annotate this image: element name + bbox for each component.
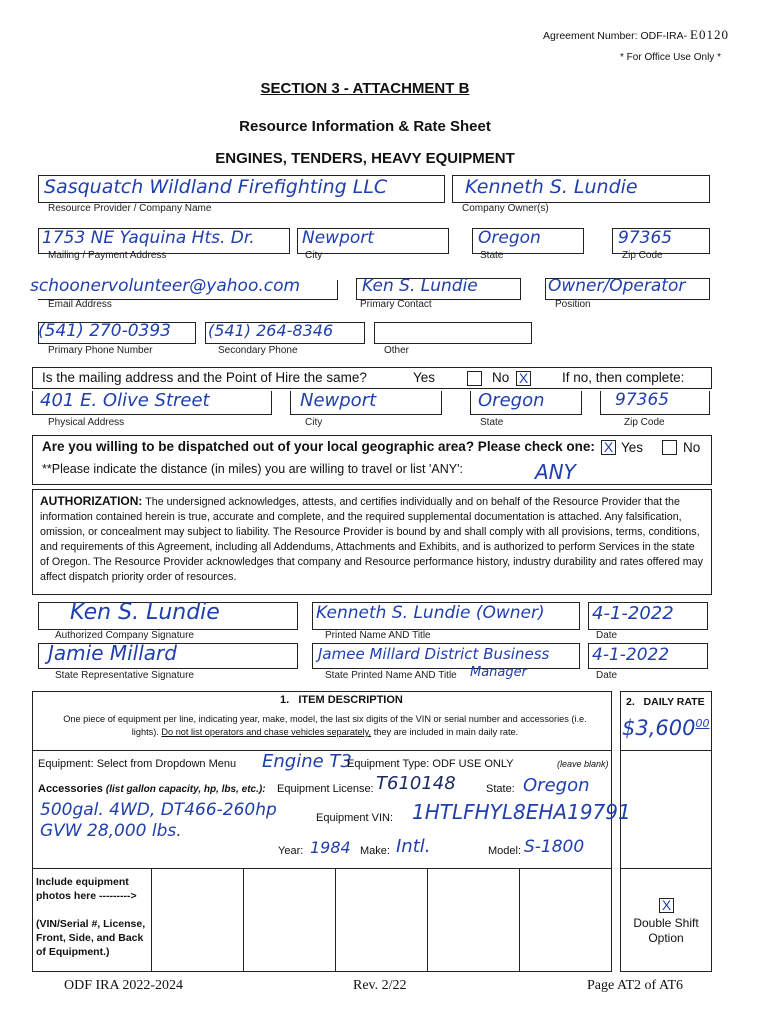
- agreement-label-text: Agreement Number: ODF-IRA-: [543, 30, 688, 42]
- state-label: State: [480, 250, 504, 261]
- accessories-line2[interactable]: GVW 28,000 lbs.: [40, 821, 182, 841]
- daily-rate-value[interactable]: [622, 716, 709, 740]
- dispatch-no-label: No: [683, 440, 701, 455]
- vin-label: Equipment VIN:: [316, 812, 394, 824]
- photos-instructions: [36, 875, 145, 959]
- dispatch-question: Are you willing to be dispatched out of your local geographic area? Please check one:: [42, 439, 595, 454]
- city-value: Newport: [302, 228, 374, 248]
- photos-line2: photos here --------->: [36, 890, 137, 902]
- state-signature-value: Jamie Millard: [48, 641, 177, 665]
- company-printed-name-label: Printed Name AND Title: [325, 630, 431, 641]
- point-of-hire-question: Is the mailing address and the Point of Hire the same?: [42, 370, 367, 385]
- owner-value: Kenneth S. Lundie: [465, 176, 638, 198]
- company-signature-value: Ken S. Lundie: [70, 600, 220, 625]
- year-value[interactable]: 1984: [310, 838, 351, 857]
- category-title: ENGINES, TENDERS, HEAVY EQUIPMENT: [215, 150, 515, 167]
- agreement-number-label: [543, 27, 729, 43]
- zip-value: 97365: [618, 228, 673, 248]
- company-signature-label: Authorized Company Signature: [55, 630, 194, 641]
- primary-phone-label: Primary Phone Number: [48, 345, 153, 356]
- double-shift-checkbox[interactable]: X: [659, 898, 674, 913]
- authorization-heading: AUTHORIZATION:: [40, 494, 143, 508]
- photos-line5: of Equipment.): [36, 946, 110, 958]
- rate-number: 2.: [626, 696, 635, 708]
- accessories-label: [38, 783, 266, 795]
- primary-contact-label: Primary Contact: [360, 299, 432, 310]
- item-number: 1.: [280, 694, 290, 706]
- state-date-label: Date: [596, 670, 618, 681]
- mailing-address-label: Mailing / Payment Address: [48, 250, 167, 261]
- position-label: Position: [555, 299, 591, 310]
- equipment-select-label: Equipment: Select from Dropdown Menu: [38, 758, 237, 770]
- photo-slot-3[interactable]: [336, 869, 428, 972]
- double-shift-label1: Double Shift: [633, 916, 699, 930]
- company-date-label: Date: [596, 630, 618, 641]
- rate-cents: 00: [695, 717, 710, 730]
- dispatch-no-checkbox[interactable]: [662, 440, 677, 455]
- photo-slot-4[interactable]: [428, 869, 520, 972]
- double-shift-label2: Option: [648, 931, 684, 945]
- item-note-end: they are included in main daily rate.: [373, 727, 519, 737]
- poh-state-value: Oregon: [478, 390, 545, 411]
- city-label: City: [305, 250, 323, 261]
- section-title: SECTION 3 - ATTACHMENT B: [260, 80, 470, 97]
- poh-zip-label: Zip Code: [624, 417, 665, 428]
- company-name-label: Resource Provider / Company Name: [48, 203, 212, 214]
- primary-contact-value: Ken S. Lundie: [362, 276, 478, 296]
- poh-no-label: No: [492, 370, 510, 385]
- physical-address-value: 401 E. Olive Street: [40, 390, 210, 411]
- item-note-underlined: Do not list operators and chase vehicles separately,: [161, 727, 372, 737]
- footer-page-number: Page AT2 of AT6: [587, 978, 684, 993]
- item-note: [60, 713, 590, 739]
- state-value: Oregon: [478, 228, 541, 248]
- company-date-value: 4-1-2022: [592, 603, 674, 624]
- item-note-text: One piece of equipment per line, indicating year, make, model, the last six digits of the VIN or serial number and accessories (i.e. lights).: [63, 714, 587, 737]
- photo-slot-2[interactable]: [244, 869, 336, 972]
- model-label: Model:: [488, 845, 522, 857]
- zip-label: Zip Code: [622, 250, 663, 261]
- license-label: Equipment License:: [277, 783, 374, 795]
- photos-line4: Front, Side, and Back: [36, 932, 144, 944]
- email-value: schoonervolunteer@yahoo.com: [30, 276, 301, 296]
- photos-line1: Include equipment: [36, 876, 129, 888]
- equipment-select-value[interactable]: Engine T3: [262, 751, 352, 772]
- other-phone-label: Other: [384, 345, 410, 356]
- item-title-text: ITEM DESCRIPTION: [298, 694, 403, 706]
- company-name-value: Sasquatch Wildland Firefighting LLC: [44, 176, 388, 198]
- poh-yes-checkbox[interactable]: [467, 371, 482, 386]
- poh-yes-label: Yes: [413, 370, 436, 385]
- company-printed-name-value: Kenneth S. Lundie (Owner): [316, 603, 545, 623]
- rate-title-text: DAILY RATE: [643, 696, 705, 708]
- make-label: Make:: [360, 845, 390, 857]
- mailing-address-value: 1753 NE Yaquina Hts. Dr.: [42, 228, 255, 248]
- accessories-hint: (list gallon capacity, hp, lbs, etc.):: [105, 784, 266, 795]
- primary-phone-value: (541) 270-0393: [38, 321, 171, 341]
- state-date-value: 4-1-2022: [592, 645, 670, 665]
- secondary-phone-value: (541) 264-8346: [208, 321, 334, 340]
- state-printed-name-value: Jamee Millard District Business: [318, 645, 550, 663]
- poh-no-checkbox[interactable]: X: [516, 371, 531, 386]
- photo-slot-1[interactable]: [152, 869, 244, 972]
- state-printed-name-label: State Printed Name AND Title: [325, 670, 457, 681]
- secondary-phone-label: Secondary Phone: [218, 345, 298, 356]
- accessories-label-text: Accessories: [38, 783, 103, 795]
- license-state-label: State:: [486, 783, 515, 795]
- dispatch-yes-label: Yes: [621, 440, 644, 455]
- authorization-body: The undersigned acknowledges, attests, and certifies individually and on behalf of the Resource Provider that the information contained herein is true, accurate and complete, and the required supplemental documentation is attached. Any falsification, omission, or concealment may subject to liability. The Resource Provider is bound by and shall comply with all provisions, terms, conditions, and requirements of this Agreement, including all Addendums, Attachments and Exhibits, and is authorized to perform Services in the state of Oregon. The Resource Provider acknowledges that company and Resource performance history, industry durability and rates offered may affect dispatch priority order of resources.: [40, 496, 703, 583]
- email-label: Email Address: [48, 299, 112, 310]
- physical-address-label: Physical Address: [48, 417, 125, 428]
- poh-if-no-text: If no, then complete:: [562, 370, 685, 385]
- double-shift-label: [620, 916, 712, 946]
- position-value: Owner/Operator: [548, 276, 686, 296]
- daily-rate-title: [626, 696, 705, 708]
- poh-city-value: Newport: [300, 390, 377, 411]
- photos-line3: (VIN/Serial #, License,: [36, 918, 146, 930]
- rate-value: $3,600: [622, 716, 696, 740]
- year-label: Year:: [278, 845, 304, 857]
- poh-city-label: City: [305, 417, 323, 428]
- equipment-type-label: Equipment Type: ODF USE ONLY: [347, 758, 514, 770]
- leave-blank-note: (leave blank): [557, 759, 609, 769]
- distance-question: **Please indicate the distance (in miles) you are willing to travel or list 'ANY':: [42, 462, 463, 476]
- accessories-line1[interactable]: 500gal. 4WD, DT466-260hp: [40, 800, 277, 820]
- office-use-note: * For Office Use Only *: [620, 52, 721, 63]
- footer-form-id: ODF IRA 2022-2024: [64, 978, 184, 993]
- vin-value[interactable]: 1HTLFHYL8EHA19791: [412, 800, 631, 824]
- authorization-text-block: [40, 494, 704, 585]
- make-value[interactable]: Intl.: [396, 836, 431, 857]
- model-value[interactable]: S-1800: [524, 837, 585, 857]
- license-state-value[interactable]: Oregon: [523, 775, 590, 796]
- distance-value: ANY: [535, 460, 576, 484]
- license-value[interactable]: T610148: [376, 773, 456, 794]
- rate-details-box: [620, 751, 712, 869]
- dispatch-yes-checkbox[interactable]: X: [601, 440, 616, 455]
- state-signature-label: State Representative Signature: [55, 670, 194, 681]
- item-title: [280, 694, 403, 706]
- owner-label: Company Owner(s): [462, 203, 549, 214]
- poh-zip-value: 97365: [615, 390, 670, 410]
- photo-slot-5[interactable]: [520, 869, 612, 972]
- other-phone-field[interactable]: [374, 322, 532, 344]
- state-printed-title-value: Manager: [470, 665, 527, 680]
- sheet-title: Resource Information & Rate Sheet: [239, 118, 491, 135]
- agreement-number: E0120: [690, 27, 729, 42]
- poh-state-label: State: [480, 417, 504, 428]
- footer-revision: Rev. 2/22: [353, 978, 407, 993]
